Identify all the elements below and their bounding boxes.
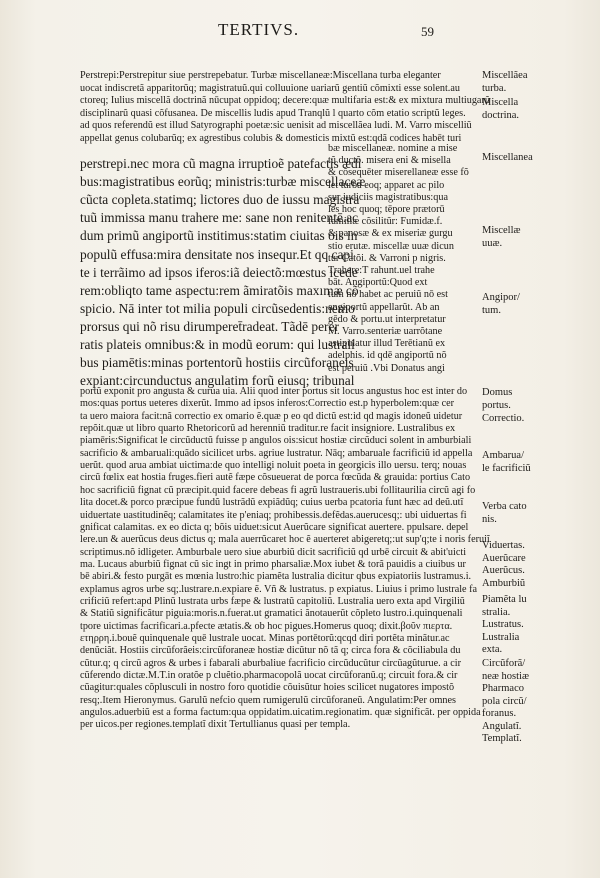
commentary-line: stio erutæ. miscellæ uuæ dicun — [328, 240, 454, 252]
commentary-line: uocat indiscretã apparitorũq; magistratuũ.qui colluuione uariarũ gentiũ cõmixti esse solent.au — [80, 82, 460, 94]
margin-note-line: neæ hostiæ — [482, 670, 529, 682]
commentary-line: cũferendo dictæ.M.T.in oratõe p cluẽtio.pharmacopolã uocat circũforanũ.q; circuit fora.& cir — [80, 670, 458, 682]
commentary-line: tur Catõi. & Varroni p nigris. — [328, 252, 446, 264]
commentary-line: & Statiũ significãtur piguia:moris.n.fuerat.ut gramatici ãnotauerũt cõpleto lustro.i.quinquenali — [80, 608, 463, 620]
margin-note-line: Angipor/ — [482, 292, 520, 303]
commentary-line: tum nō habet ac peruiũ nō est — [328, 289, 448, 301]
main-text-line: prorsus qui nõ risu dirumperet̄radeat. Tãdē perer — [80, 318, 339, 334]
commentary-line: ετηρρη.i.bouẽ quinquenale quē lustrale uocat. Minas portētorũ:qcqd diri portẽta minãtur.ac — [80, 633, 450, 644]
commentary-line: disciplinarũ quasi cõfusanea. De miscellis ludis apud Tranqlũ l quarto cõm etatio scriptũ leges. — [80, 107, 466, 119]
margin-note-line: Miscellanea — [482, 152, 533, 163]
commentary-line: Trahere:T rahunt.uel trahe — [328, 265, 435, 276]
main-text-line: rem:obliqto tame aspectu:rem ãmiratõis maxımæ cõ — [80, 282, 359, 298]
margin-note-line: Miscellãea — [482, 70, 528, 81]
margin-note-line: Angulatĩ. — [482, 720, 522, 732]
margin-note-piamenta — [482, 594, 527, 657]
margin-note-miscella-1 — [482, 97, 519, 122]
commentary-line: resq;.Item Hieronymus. Garulũ nefcio quem rumigerulũ circũforaneũ. Angulatim:Per omnes — [80, 694, 456, 706]
main-text-line: spicio. Nā inter tot milia populi circũsedentis:nemo — [80, 300, 355, 316]
margin-note-line: Miscellæ — [482, 225, 521, 236]
margin-note-line: uuæ. — [482, 237, 503, 249]
commentary-line: per uicos.per regiones.templatĩ dixit Tertullianus quasi per templa. — [80, 719, 351, 731]
margin-note-line: Circũforã/ — [482, 658, 526, 669]
margin-note-viduertas — [482, 540, 526, 590]
commentary-line: gnificat calamitas. ex eo dicta q; bõis uiduet:sicut Auerũcare significat auertere. ppulsare. depel — [80, 521, 469, 533]
margin-note-line: Ambarua/ — [482, 450, 524, 461]
main-text-line: ratis plateis omnibus:& in modũ eorum: qui lustrali — [80, 337, 355, 352]
margin-note-correctio — [482, 413, 524, 426]
margin-note-line: Lustralia — [482, 631, 520, 643]
margin-note-line: Amburbiũ — [482, 577, 526, 589]
margin-note-line: stralia. — [482, 606, 511, 618]
commentary-line: circũ fœlix eat hostia fruges.fieri autẽ fæpe cõsueuerat de porca fœcũda & grauida: portius Cato — [80, 472, 471, 484]
margin-note-ambarua — [482, 450, 531, 475]
margin-note-line: Miscella — [482, 97, 519, 108]
commentary-line: ma. Lucaus aburbiũ fignat cũ sic ingt in primo pharsaliæ.Mox iubet & torã pauidis a ciuibus ur — [80, 558, 466, 570]
main-text-line: tuũ immissa manu trahere me: sane non renitentē.ac — [80, 210, 359, 226]
margin-note-angiportum — [482, 292, 520, 317]
margin-note-verba-catonis — [482, 501, 527, 526]
commentary-line: sur iudiciis magistratibus:qua — [328, 191, 448, 203]
commentary-line: mos:quas portus ueteres dixerũt. Immo ad ipsos inferos:Correctio est.p hyperbolem:quæ cer — [80, 398, 455, 410]
running-header — [0, 18, 600, 42]
commentary-line: scriptimus.nõ idligeter. Amburbale uero siue aburbiũ dicit sacrificiũ qd urbē circuit & abit'uicti — [80, 546, 467, 558]
commentary-line: les hoc quoq; tēpore prætorū — [328, 204, 445, 215]
margin-note-line: turba. — [482, 82, 507, 94]
margin-note-line: doctrina. — [482, 109, 520, 121]
margin-note-line: Viduertas. — [482, 540, 525, 551]
commentary-line: tũ ductõ. misera eni & misella — [328, 155, 451, 167]
commentary-line: crificiũ refert:apd Plinũ lustrata urbs fæpe & lustratũ capitoliũ. Lustralia uero exta apd Virgiliũ — [80, 595, 465, 607]
margin-note-line: Correctio. — [482, 413, 525, 424]
margin-note-miscellanea-2 — [482, 152, 533, 165]
commentary-line: lere.un & auerũcus deus dictus q; mala auerrũcaret hoc ẽ auerteret abigeretq;:ut sup'q;te i noris feruiĩ — [80, 534, 490, 546]
running-title: TERTIVS. — [218, 20, 300, 39]
commentary-line: angulos.aduerbiũ est a forma factum:qua oppidatim.uicatim.regionatim. quæ significãt. per oppida — [80, 707, 481, 719]
main-text-line: perstrepi.nec mora cũ magna irruptioẽ patefactis ædi — [80, 156, 362, 171]
margin-note-line: foranus. — [482, 708, 517, 719]
commentary-line: adelphis. id qdē angiportũ nõ — [328, 350, 447, 362]
main-text-line: bus piamētis:minas portentorũ hostiis circũforaneis — [80, 355, 354, 371]
commentary-line: ad quos referendũ est illud Satyrographi poetæ:sic uenisit ad miscellãea ludi. M. Varro miscelliũ — [80, 120, 472, 132]
commentary-line: astipulatur illud Terētianũ ex — [328, 338, 446, 350]
margin-note-line: Templatĩ. — [482, 733, 522, 744]
commentary-line: explamus agros urbe sq;.lustrare.n.expiare ẽ. Vñ & lustratus. p expiatus. Liuius i primo lustrale fa — [80, 583, 478, 595]
margin-note-line: le facrificiũ — [482, 462, 531, 474]
commentary-line: uerũt. quod arua ambiat uictima:de quo intelligi noluit poeta in georgicis illo uersu. terq; nouas — [80, 460, 467, 472]
commentary-line: bāt. Angiportũ:Quod ext — [328, 277, 428, 289]
margin-note-line: portus. — [482, 399, 511, 411]
commentary-line: familiæ cõsilitũr: Fumidæ.f. — [328, 216, 443, 228]
main-text-line: te i terrãimo ad ipsos iferos:iã deiectõ:mœstus icede — [80, 264, 358, 280]
commentary-line: ctoreq; Iulius miscellã doctrinã nūcupat oppidoq; decere:quæ multifaria est:& ex mixtura multiugarũ — [80, 95, 490, 107]
margin-note-miscellae-uuae — [482, 225, 521, 250]
margin-note-line: Domus — [482, 387, 513, 398]
commentary-line: portũ exponit pro angusta & curua uia. Alii quod inter portus sit locus angustus hoc est inter do — [80, 386, 468, 397]
main-text-line: expiant:circunductus angulatim forũ eiusq; tribunal — [80, 373, 355, 389]
commentary-line: & panosæ & ex miseriæ gurgu — [328, 228, 453, 240]
commentary-line: sacrificio & ambaruali:quãdo sicilicet urbs. agriue lustratur. Nāq; ambaruale facrificiũ id appella — [80, 447, 473, 459]
margin-note-line: Verba cato — [482, 501, 527, 512]
commentary-line: cũagitur:quales cõplusculi in nostro foro quotidie cõuisũtur hoies scilicet nugatores impostõ — [80, 682, 455, 694]
commentary-line: bē abiri.& festo purgāt es mœnia lustro:hic piamẽta lustralia dicitur qbus expiatoriis lustramus.i. — [80, 571, 472, 583]
commentary-line: est peruiũ .Vbi Donatus angi — [328, 362, 445, 374]
margin-note-line: Piamẽta lu — [482, 594, 527, 605]
commentary-line: angiportũ appellarũt. Ab an — [328, 301, 440, 313]
margin-note-line: pola circũ/ — [482, 695, 527, 707]
commentary-line: piamēris:Significat le circũductũ fuisse p angulos ois:sicut hostiæ circũduci solent in amburbiali — [80, 435, 472, 447]
margin-note-line: nis. — [482, 513, 497, 525]
commentary-line: Perstrepi:Perstrepitur siue perstrepebatur. Turbæ miscellaneæ:Miscellana turba eleganter — [80, 70, 441, 81]
commentary-line: lita docet.& porco præcipue fundũ lustrãdũ expiãdũq; cuius uerba pcatoria funt hæc ad deũ.utĩ — [80, 497, 464, 509]
commentary-line: uiduertate uastitudinẽq; calamitates ite p'eniaq; prohibessis.defẽdas.auerucesq;: ubi uiduertas fi — [80, 509, 467, 521]
margin-note-line: Auerũcare — [482, 552, 526, 564]
margin-note-line: tum. — [482, 304, 501, 316]
margin-note-domus-portus — [482, 387, 512, 412]
margin-note-miscellanea-1 — [482, 70, 527, 95]
margin-note-line: Auerũcus. — [482, 565, 525, 576]
folio-number: 59 — [421, 24, 434, 39]
main-text-line: bus:magistratibus eorũq; ministris:turbæ miscellaceæ — [80, 174, 366, 190]
margin-note-line: Lustratus. — [482, 619, 524, 630]
margin-note-circumforaneae — [482, 658, 529, 746]
commentary-line: gēdo & portu.ut interpretatur — [328, 313, 446, 325]
commentary-line: repõit.quæ ut libro quarto Rhetoricorũ ad herenniũ traditur.re facit insigniore. Lustralibus ex — [80, 423, 456, 435]
margin-note-line: exta. — [482, 644, 503, 655]
commentary-line: M. Varro.senteriæ uarrõtane — [328, 326, 443, 337]
margin-note-line: Pharmaco — [482, 683, 524, 694]
main-text-line: populũ effusa:mira densitate nos insequr.Et qq capi — [80, 246, 354, 262]
main-text-line: dum primũ angiportũ institimus:statim ciuitas ois in — [80, 228, 358, 244]
commentary-line: ta uero maiora facit:nã correctio ex omario ẽ.quæ p eo qd dictũ est:id qd magis idoneũ uidetur — [80, 410, 463, 422]
commentary-line: bæ miscellaneæ. nomine a mise — [328, 143, 458, 154]
commentary-line: appellat genus colubarũq; ex agrestibus colubis & domesticis mixtũ est:qdã codices habēt turi — [80, 133, 462, 144]
main-text-line: cũcta copleta.statimq; lictores duo de iussu magistra — [80, 192, 360, 208]
commentary-line: let turba eoq; apparet ac pilo — [328, 179, 445, 191]
commentary-line: hoc sacrificiũ fignat cũ præcipit.quid facere debeas fi agrũ lustraueris.ubi follitaurilia circũ agi fo — [80, 484, 476, 496]
commentary-line: & cõsequēter miserellaneæ esse fõ — [328, 167, 469, 179]
commentary-line: cũtur.q; q circũ agros & urbes i fabarali aburbaliue facrificio circũducũtur circũagũturue. a cir — [80, 657, 462, 669]
commentary-line: tpore uictimas facrificari.a.pfecte ætatis.& ob hoc pigues.Homerus quoq; dixit.βοῦν πιερτα. — [80, 620, 453, 632]
commentary-line: denũciãt. Hostiis circũforãeis:circũforaneæ hostiæ dicũtur nõ tã q; circa fora & cõciliabula du — [80, 645, 461, 657]
